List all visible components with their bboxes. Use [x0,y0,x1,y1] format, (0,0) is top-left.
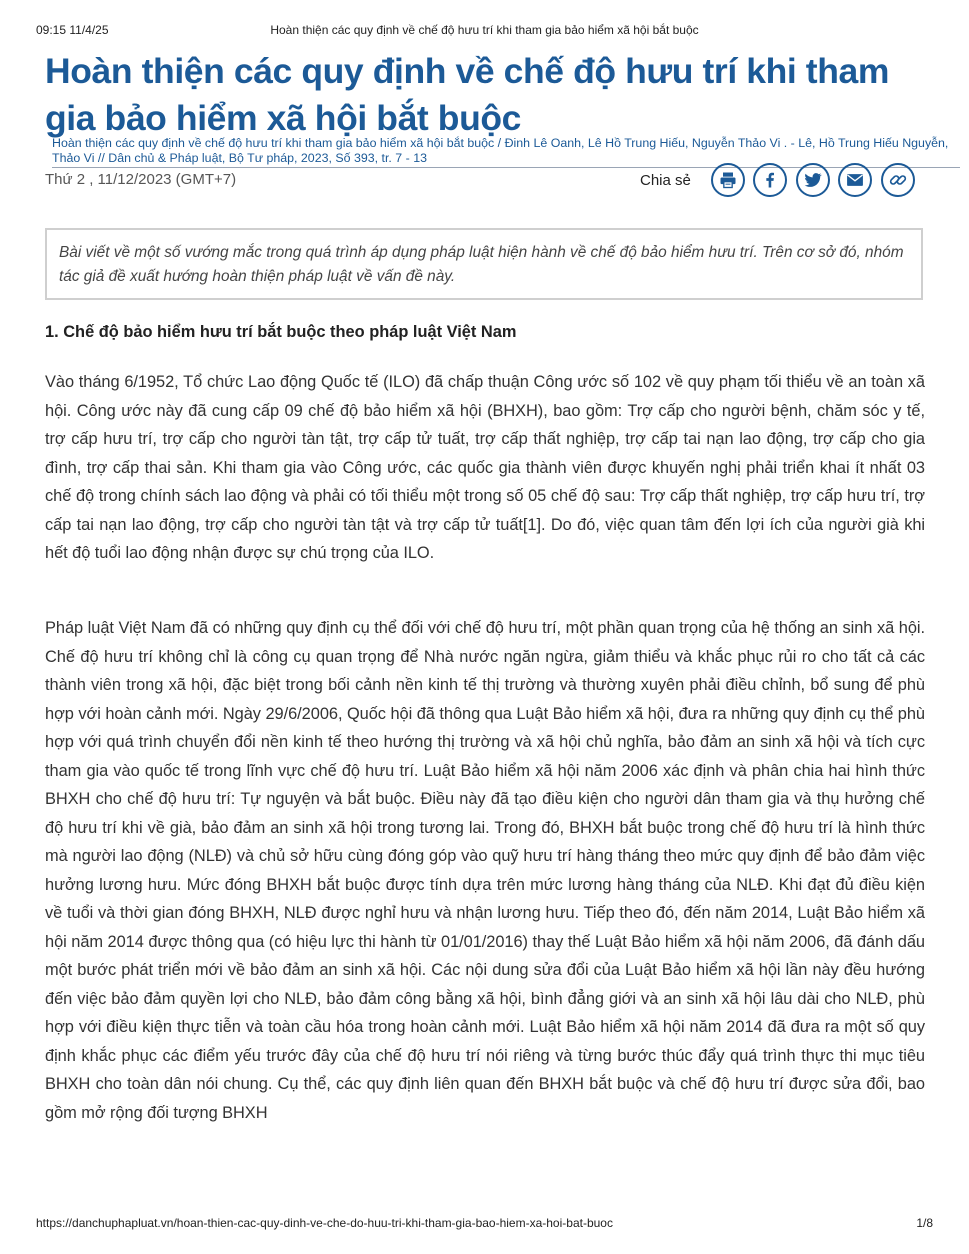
email-icon [845,170,865,190]
print-icon [718,170,738,190]
page-number: 1/8 [916,1216,933,1230]
email-share-button[interactable] [838,163,872,197]
print-page-title: Hoàn thiện các quy định về chế độ hưu trí khi tham gia bảo hiểm xã hội bắt buộc [270,23,699,37]
body-paragraph-1: Vào tháng 6/1952, Tổ chức Lao động Quốc tế (ILO) đã chấp thuận Công ước số 102 về quy phạm tối thiểu về an toàn xã hội. Công ước này đã cung cấp 09 chế độ bảo hiểm xã hội (BHXH), bao gồm: Trợ cấp cho người bệnh, chăm sóc y tế, trợ cấp hưu trí, trợ cấp cho người tàn tật, trợ cấp tử tuất, trợ cấp thất nghiệp, trợ cấp tai nạn lao động, trợ cấp cho gia đình, trợ cấp thai sản. Khi tham gia vào Công ước, các quốc gia thành viên được khuyến nghị phải triển khai ít nhất 03 chế độ trong chính sách lao động và phải có tối thiểu một trong số 05 chế độ sau: Trợ cấp thất nghiệp, trợ cấp hưu trí, trợ cấp tai nạn lao động, trợ cấp cho người tàn tật và trợ cấp tử tuất[1]. Do đó, việc quan tâm đến lợi ích của người già khi hết độ tuổi lao động nhận được sự chú trọng của ILO. [45,373,925,562]
section-heading: 1. Chế độ bảo hiểm hưu trí bắt buộc theo pháp luật Việt Nam [45,323,517,341]
copy-link-button[interactable] [881,163,915,197]
facebook-icon [760,170,780,190]
print-header [36,23,933,39]
print-url: https://danchuphapluat.vn/hoan-thien-cac-quy-dinh-ve-che-do-huu-tri-khi-tham-gia-bao-hiem-xa-hoi-bat-buoc [36,1216,613,1230]
print-datetime: 09:15 11/4/25 [36,23,109,37]
body-paragraph-2: Pháp luật Việt Nam đã có những quy định cụ thể đối với chế độ hưu trí, một phần quan trọng của hệ thống an sinh xã hội. Chế độ hưu trí không chỉ là công cụ quan trọng để Nhà nước ngăn ngừa, giảm thiểu và khắc phục rủi ro cho tất cả các thành viên trong xã hội, đặc biệt trong bối cảnh nền kinh tế thị trường và thường xuyên phải điều chỉnh, bổ sung để phù hợp với hoàn cảnh mới. Ngày 29/6/2006, Quốc hội đã thông qua Luật Bảo hiểm xã hội, đưa ra những quy định cụ thể phù hợp với quá trình chuyển đổi nền kinh tế theo hướng thị trường và xã hội chủ nghĩa, bảo đảm an sinh xã hội và tích cực tham gia vào quốc tế trong lĩnh vực chế độ hưu trí. Luật Bảo hiểm xã hội năm 2006 xác định và phân chia hai hình thức BHXH cho chế độ hưu trí: Tự nguyện và bắt buộc. Điều này đã tạo điều kiện cho người dân tham gia và thụ hưởng chế độ hưu trí khi về già, bảo đảm an sinh xã hội trong tương lai. Trong đó, BHXH bắt buộc trong chế độ hưu trí là hình thức mà người lao động (NLĐ) và chủ sở hữu cùng đóng góp vào quỹ hưu trí hàng tháng theo mức quy định để bảo đảm việc hưởng lương hưu. Mức đóng BHXH bắt buộc được tính dựa trên mức lương hàng tháng của NLĐ. Khi đạt đủ điều kiện về tuổi và thời gian đóng BHXH, NLĐ được nghỉ hưu và nhận lương hưu. Tiếp theo đó, đến năm 2014, Luật Bảo hiểm xã hội năm 2014 được thông qua (có hiệu lực thi hành từ 01/01/2016) thay thế Luật Bảo hiểm xã hội năm 2006, đã đánh dấu một bước phát triển mới về bảo đảm an sinh xã hội. Các nội dung sửa đổi của Luật Bảo hiểm xã hội lần này đều hướng đến việc bảo đảm quyền lợi cho NLĐ, bảo đảm công bằng xã hội, bình đẳng giới và an sinh xã hội lâu dài cho NLĐ, phù hợp với điều kiện thực tiễn và toàn cầu hóa trong hoàn cảnh mới. Luật Bảo hiểm xã hội năm 2014 đã đưa ra một số quy định khắc phục các điểm yếu trước đây của chế độ hưu trí nói riêng và từng bước thúc đẩy quá trình thực thi mục tiêu BHXH cho toàn dân nói chung. Cụ thể, các quy định liên quan đến BHXH bắt buộc và chế độ hưu trí được sửa đổi, bao gồm mở rộng đối tượng BHXH [45,619,925,1122]
article-date: Thứ 2 , 11/12/2023 (GMT+7) [45,171,237,188]
print-footer [36,1216,933,1232]
article-citation[interactable] [52,136,960,168]
link-icon [888,170,908,190]
share-label: Chia sẻ [640,172,691,189]
facebook-share-button[interactable] [753,163,787,197]
citation-link[interactable]: Hoàn thiện các quy định về chế độ hưu trí khi tham gia bảo hiểm xã hội bắt buộc / Đinh Lê Oanh, Lê Hồ Trung Hiếu, Nguyễn Thảo Vi . - Lê, Hồ Trung Hiếu Nguyễn, Thảo Vi // Dân chủ & Pháp luật, Bộ Tư pháp, 2023, Số 393, tr. 7 - 13 [52,136,949,165]
article-summary: Bài viết về một số vướng mắc trong quá trình áp dụng pháp luật hiện hành về chế độ bảo hiểm hưu trí. Trên cơ sở đó, nhóm tác giả đề xuất hướng hoàn thiện pháp luật về vấn đề này. [45,228,923,300]
article-title: Hoàn thiện các quy định về chế độ hưu trí khi tham gia bảo hiểm xã hội bắt buộc [45,51,890,138]
twitter-share-button[interactable] [796,163,830,197]
print-button[interactable] [711,163,745,197]
twitter-icon [803,170,823,190]
